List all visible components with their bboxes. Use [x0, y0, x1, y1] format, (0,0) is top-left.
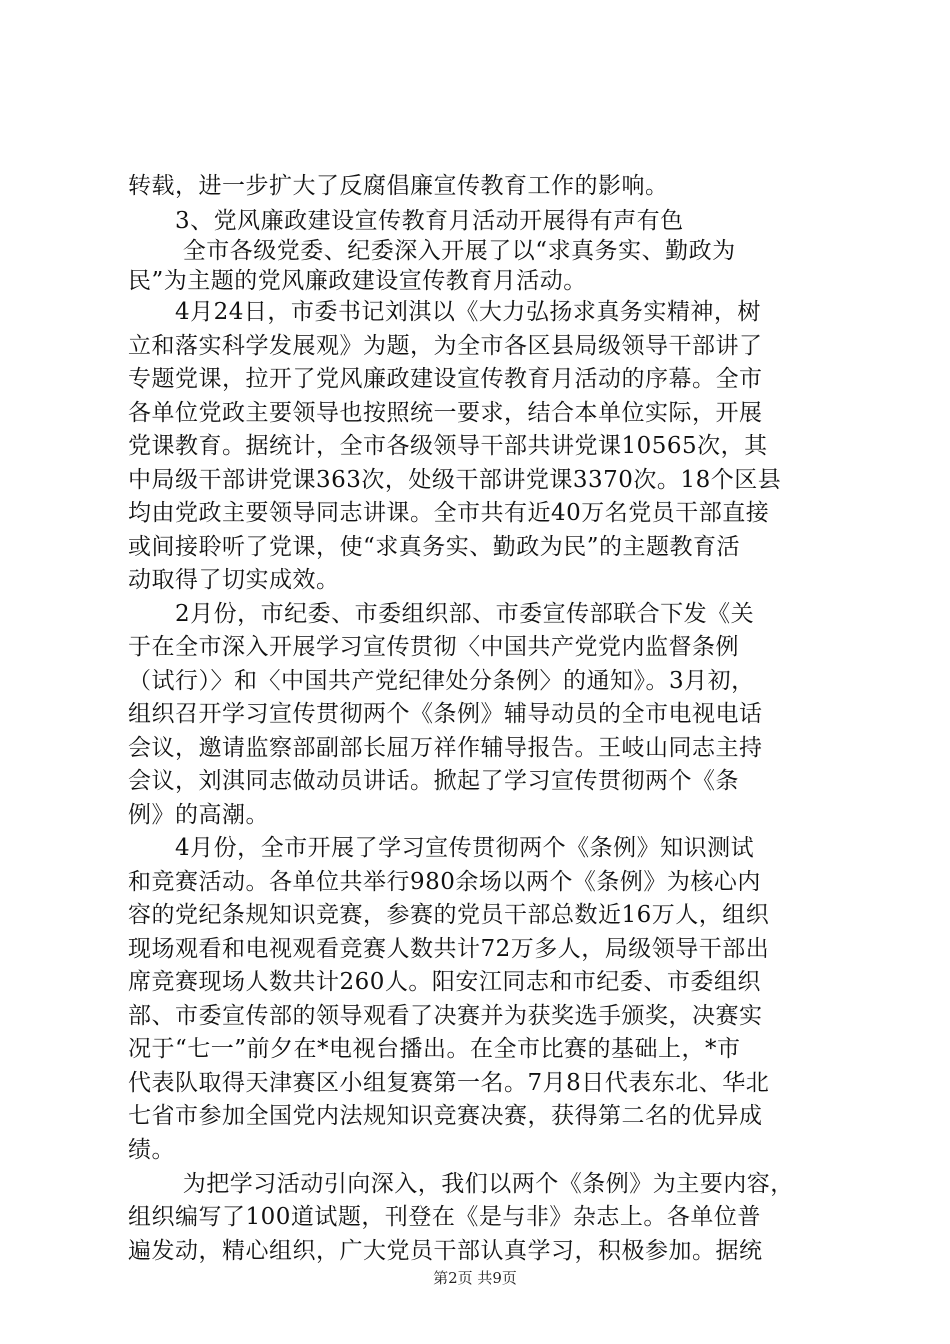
text-line: 遍发动，精心组织，广大党员干部认真学习，积极参加。据统 — [128, 1238, 763, 1264]
text-line: 党课教育。据统计，全市各级领导干部共讲党课10565次，其 — [128, 433, 768, 459]
text-line: 4月24日，市委书记刘淇以《大力弘扬求真务实精神，树 — [128, 299, 761, 325]
text-line: 组织召开学习宣传贯彻两个《条例》辅导动员的全市电视电话 — [128, 701, 763, 727]
text-line: 2月份，市纪委、市委组织部、市委宣传部联合下发《关 — [128, 601, 755, 627]
text-line: 均由党政主要领导同志讲课。全市共有近40万名党员干部直接 — [128, 500, 770, 526]
text-line: 席竞赛现场人数共计260人。阳安江同志和市纪委、市委组织 — [128, 969, 761, 995]
text-line: 或间接聆听了党课，使“求真务实、勤政为民”的主题教育活 — [128, 534, 741, 560]
text-line: 现场观看和电视观看竞赛人数共计72万多人，局级领导干部出 — [128, 936, 770, 962]
text-line: 中局级干部讲党课363次，处级干部讲党课3370次。18个区县 — [128, 467, 782, 493]
text-line: 为把学习活动引向深入，我们以两个《条例》为主要内容， — [128, 1171, 794, 1197]
text-line: 绩。 — [128, 1137, 175, 1163]
section-heading: 3、党风廉政建设宣传教育月活动开展得有声有色 — [128, 208, 684, 234]
text-line: 动取得了切实成效。 — [128, 567, 340, 593]
text-line: 七省市参加全国党内法规知识竞赛决赛，获得第二名的优异成 — [128, 1103, 763, 1129]
text-line: 4月份，全市开展了学习宣传贯彻两个《条例》知识测试 — [128, 835, 755, 861]
text-line: 容的党纪条规知识竞赛，参赛的党员干部总数近16万人，组织 — [128, 902, 770, 928]
text-line: 况于“七一”前夕在*电视台播出。在全市比赛的基础上，*市 — [128, 1036, 741, 1062]
page-number-footer: 第2页 共9页 — [433, 1269, 517, 1287]
text-line: 和竞赛活动。各单位共举行980余场以两个《条例》为核心内 — [128, 869, 761, 895]
text-line: 组织编写了100道试题，刊登在《是与非》杂志上。各单位普 — [128, 1204, 761, 1230]
text-line: 会议，刘淇同志做动员讲话。掀起了学习宣传贯彻两个《条 — [128, 768, 739, 794]
text-line: 部、市委宣传部的领导观看了决赛并为获奖选手颁奖，决赛实 — [128, 1003, 763, 1029]
text-line: 转载，进一步扩大了反腐倡廉宣传教育工作的影响。 — [128, 173, 669, 199]
text-line: 例》的高潮。 — [128, 802, 269, 828]
text-line: 全市各级党委、纪委深入开展了以“求真务实、勤政为 — [128, 238, 736, 264]
text-line: 代表队取得天津赛区小组复赛第一名。7月8日代表东北、华北 — [128, 1070, 770, 1096]
text-line: 会议，邀请监察部副部长屈万祥作辅导报告。王岐山同志主持 — [128, 735, 763, 761]
text-line: 民”为主题的党风廉政建设宣传教育月活动。 — [128, 268, 587, 294]
text-line: 于在全市深入开展学习宣传贯彻〈中国共产党党内监督条例 — [128, 634, 739, 660]
text-line: 专题党课，拉开了党风廉政建设宣传教育月活动的序幕。全市 — [128, 366, 763, 392]
text-line: 立和落实科学发展观》为题，为全市各区县局级领导干部讲了 — [128, 333, 763, 359]
text-line: 各单位党政主要领导也按照统一要求，结合本单位实际，开展 — [128, 400, 763, 426]
text-line: （试行）〉和〈中国共产党纪律处分条例〉的通知》。3月初， — [128, 668, 755, 694]
